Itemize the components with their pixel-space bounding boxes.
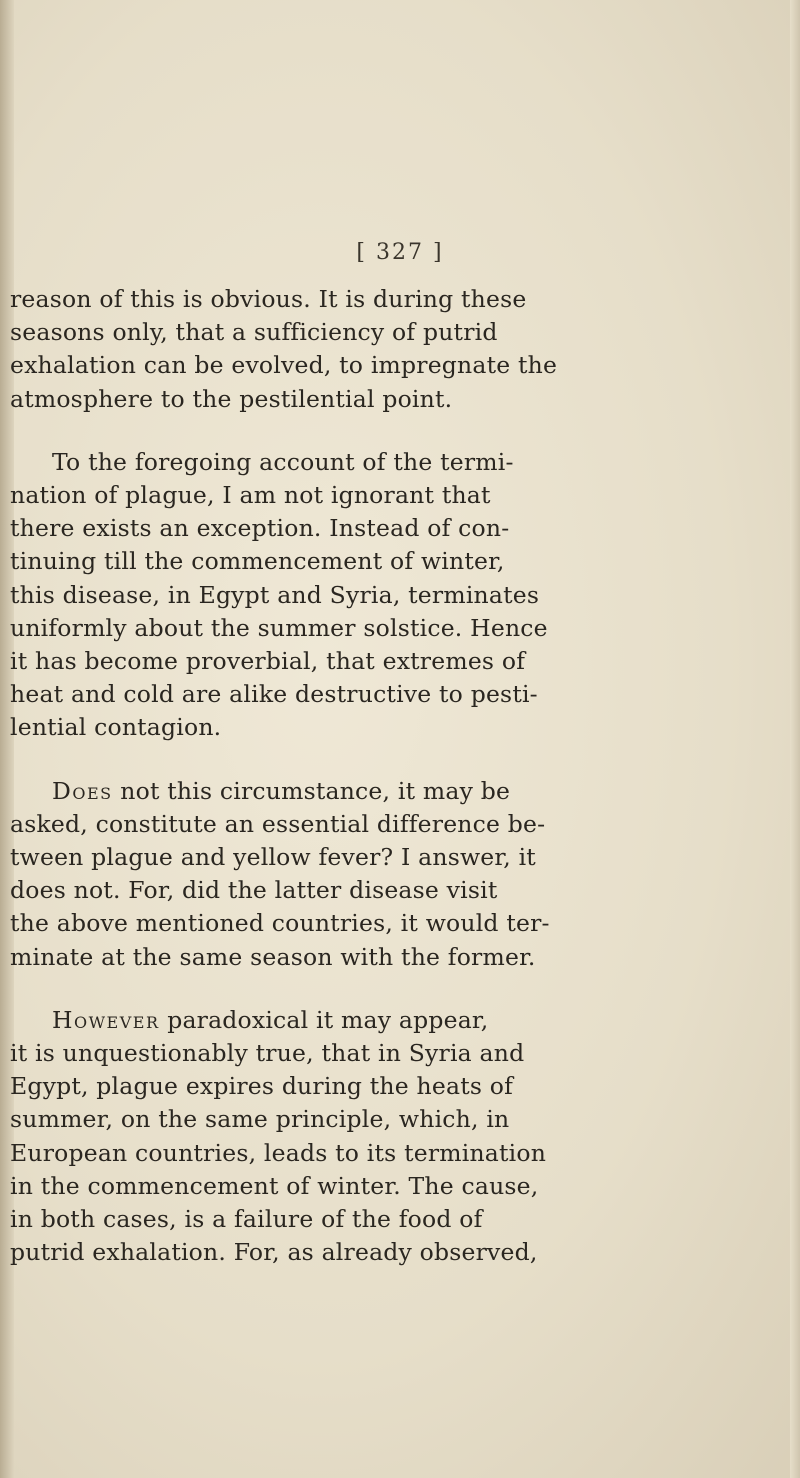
text-line: heat and cold are alike destructive to pesti- <box>10 680 538 709</box>
text-line: uniformly about the summer solstice. Hence <box>10 613 548 642</box>
paragraph-1 <box>10 283 760 416</box>
paragraph-3 <box>10 775 760 974</box>
text-line <box>10 775 760 808</box>
text-line: exhalation can be evolved, to impregnate the <box>10 351 558 380</box>
text-line-rest: paradoxical it may appear, <box>159 1005 489 1034</box>
text-line: Egypt, plague expires during the heats of <box>10 1072 514 1101</box>
text-line: it has become proverbial, that extremes of <box>10 647 526 676</box>
text-line: this disease, in Egypt and Syria, terminates <box>10 580 540 609</box>
lead-word: Does <box>52 776 113 805</box>
text-line: asked, constitute an essential difference be- <box>10 809 546 838</box>
text-line: it is unquestionably true, that in Syria and <box>10 1039 525 1068</box>
text-line: lential contagion. <box>10 713 222 742</box>
text-line: reason of this is obvious. It is during these <box>10 285 527 313</box>
paragraph-4 <box>10 1004 760 1270</box>
text-line: does not. For, did the latter disease visit <box>10 876 498 905</box>
text-line: atmosphere to the pestilential point. <box>10 384 453 413</box>
text-line: tween plague and yellow fever? I answer, it <box>10 843 536 872</box>
text-line: To the foregoing account of the termi- <box>52 447 514 476</box>
page-number: [ 327 ] <box>356 240 444 265</box>
text-line: nation of plague, I am not ignorant that <box>10 481 491 510</box>
text-line: tinuing till the commencement of winter, <box>10 547 505 576</box>
text-line: European countries, leads to its termination <box>10 1138 547 1167</box>
text-line: in the commencement of winter. The cause, <box>10 1171 539 1200</box>
page-edge-shadow <box>790 0 800 1478</box>
text-line: seasons only, that a sufficiency of putrid <box>10 318 498 347</box>
text-line-rest: not this circumstance, it may be <box>112 776 511 805</box>
text-line: putrid exhalation. For, as already observed, <box>10 1238 538 1267</box>
paragraph-2 <box>10 446 760 745</box>
text-line <box>10 1004 760 1037</box>
lead-word: However <box>52 1005 160 1034</box>
text-line: minate at the same season with the former. <box>10 942 536 971</box>
text-line: in both cases, is a failure of the food of <box>10 1205 483 1234</box>
body-text <box>10 283 760 1299</box>
text-line: there exists an exception. Instead of con- <box>10 514 510 543</box>
text-line: summer, on the same principle, which, in <box>10 1105 510 1134</box>
text-line: the above mentioned countries, it would ter- <box>10 909 550 938</box>
